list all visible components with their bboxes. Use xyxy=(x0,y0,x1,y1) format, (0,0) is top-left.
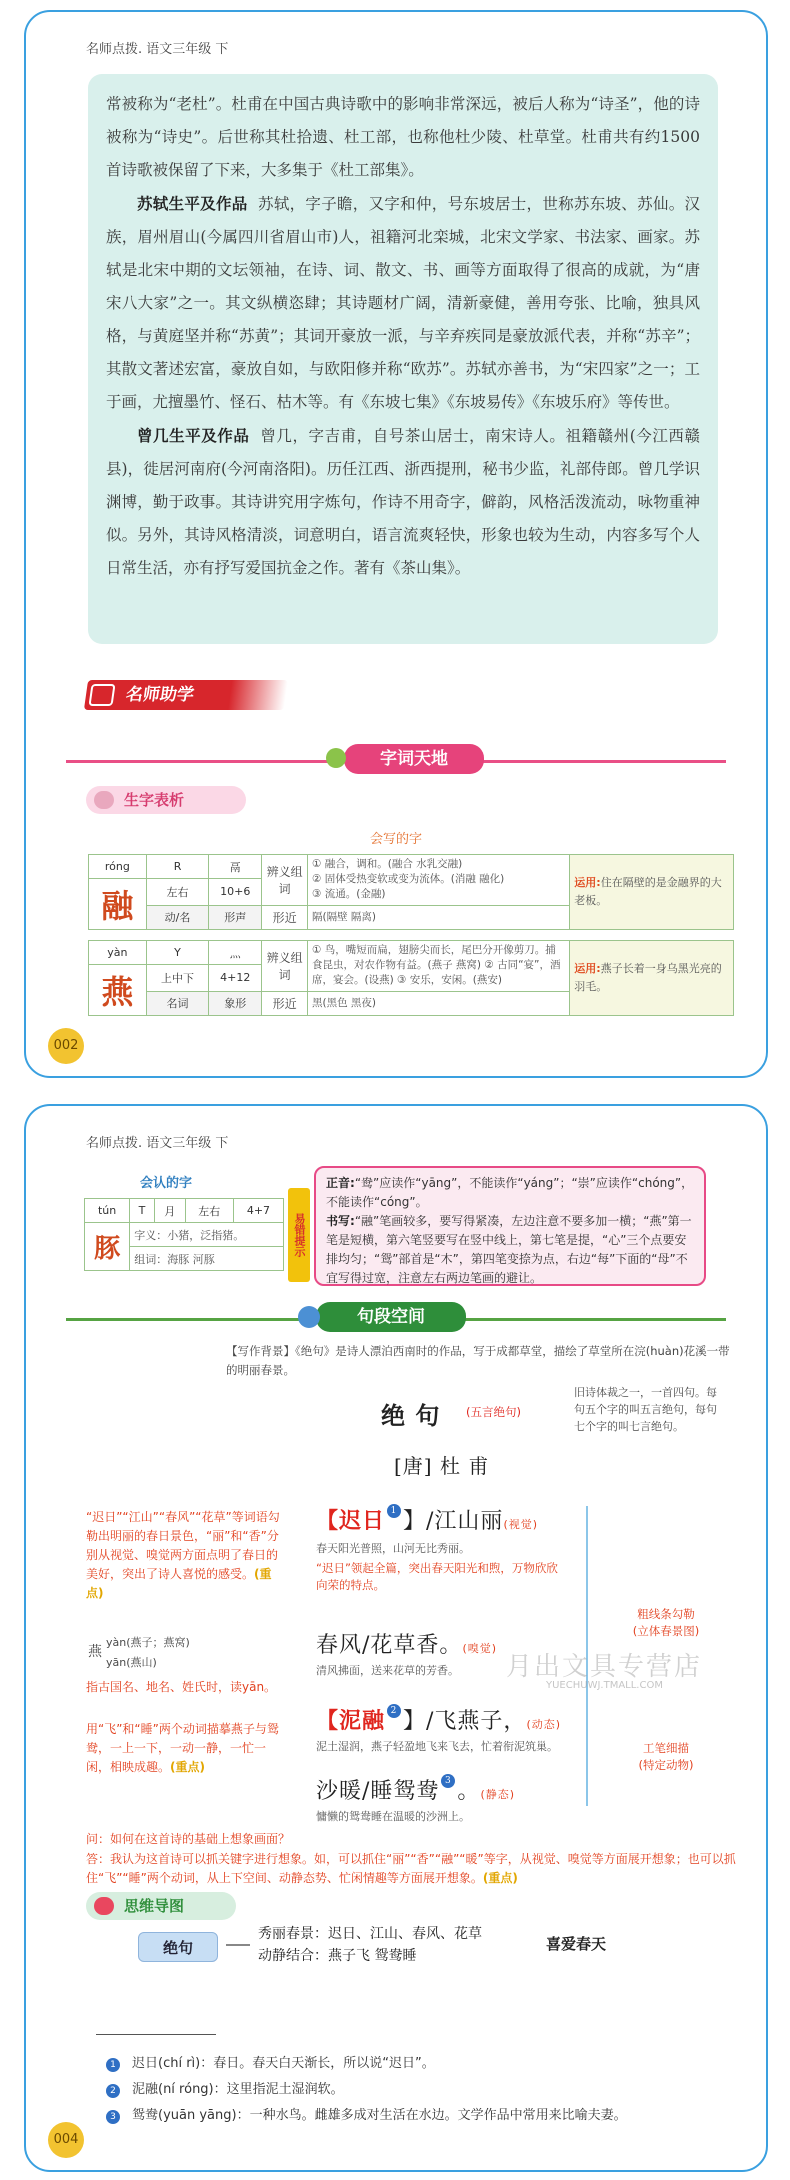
usage-cell xyxy=(570,941,734,1016)
yan-reading-b: yān(燕山) xyxy=(106,1656,157,1669)
poem-line-4: 沙暖/睡鸳鸯 3 。(静态) xyxy=(316,1776,516,1804)
meaning-label: 辨义组词 xyxy=(262,855,308,906)
yan-char: 燕 xyxy=(88,1644,102,1660)
error-tip-tag: 易错提示 xyxy=(288,1188,310,1282)
structure-cell: 左右 xyxy=(185,1199,233,1223)
magnifier-icon xyxy=(94,791,114,809)
qa-question: 问：如何在这首诗的基础上想象画面？ xyxy=(86,1832,291,1846)
page-number: 004 xyxy=(48,2122,84,2158)
mind-row-2: 动静结合：燕子飞 鸳鸯睡 xyxy=(258,1948,417,1964)
pos-cell: 名词 xyxy=(146,991,209,1015)
left-note-1: “迟日”“江山”“春风”“花草”等词语勾勒出明丽的春日景色，“丽”和“香”分别从视觉、嗅觉两方面点明了春日的美好，突出了诗人喜悦的感受。(重点) xyxy=(86,1510,280,1600)
structure-cell: 上中下 xyxy=(146,965,209,992)
poem-line-3: 【泥融 2 】/飞燕子，(动态) xyxy=(316,1706,562,1734)
poem-line-2: 春风/花草香。(嗅觉) xyxy=(316,1633,498,1658)
strokes-cell: 10+6 xyxy=(209,879,262,906)
section-title: 字词天地 xyxy=(344,744,484,774)
similar-label: 形近 xyxy=(262,905,308,929)
similar-label: 形近 xyxy=(262,991,308,1015)
tip-pron xyxy=(326,1174,694,1212)
left-note-2: 指古国名、地名、姓氏时，读yān。 xyxy=(86,1680,277,1694)
poem-author: [唐] 杜 甫 xyxy=(394,1454,490,1478)
qa-answer: 答：我认为这首诗可以抓关键字进行想象。如，可以抓住“丽”“香”“融”“暖”等字，从视觉、嗅觉等方面展开想象；也可以抓住“飞”“睡”两个动词，从上下空间、动静态势、忙闲情趣等方面展开想象。(重点) xyxy=(86,1852,736,1885)
similar-cell: 黑(黑色 黑夜) xyxy=(307,991,569,1015)
radical-cell: T xyxy=(130,1199,154,1223)
pinyin-cell: róng xyxy=(89,855,147,879)
words-cell: 组词：海豚 河豚 xyxy=(130,1247,284,1271)
part-cell: 灬 xyxy=(209,941,262,965)
pinyin-cell: yàn xyxy=(89,941,147,965)
banner-label: 名师助学 xyxy=(124,685,196,705)
biography-box xyxy=(88,74,718,644)
radical-cell: R xyxy=(146,855,209,879)
footnote-2: 2 泥融(ní róng)：这里指泥土湿润软。 xyxy=(106,2078,344,2098)
teacher-help-banner xyxy=(84,680,288,710)
pin-icon xyxy=(94,1897,114,1915)
yan-reading-a: yàn(燕子；燕窝) xyxy=(106,1636,190,1649)
mind-result: 喜爱春天 xyxy=(546,1935,607,1953)
zeng-ji-title: 曾几生平及作品 xyxy=(137,426,250,445)
poem-gloss-4: 慵懒的鸳鸯睡在温暖的沙洲上。 xyxy=(316,1810,470,1823)
footnote-1: 1 迟日(chí rì)：春日。春天白天渐长，所以说“迟日”。 xyxy=(106,2052,435,2072)
tip-write-text: “融”笔画较多，要写得紧凑，左边注意不要多加一横；“燕”第一笔是短横，第六笔竖要写在竖中线上，第七笔是提，“心”三个点要安排均匀；“鸳”部首是“木”，第四笔变捺为点，右边“每”下面的“母”不宜写得过宽，注意左右两边笔画的避让。 xyxy=(326,1214,692,1285)
book-icon xyxy=(88,684,115,706)
page-header: 名师点拨. 语文三年级 下 xyxy=(86,42,229,57)
zeng-ji-paragraph xyxy=(106,419,700,585)
left-note-3: 用“飞”和“睡”两个动词描摹燕子与鸳鸯，一上一下，一动一静，一忙一闲，相映成趣。(重点) xyxy=(86,1722,279,1774)
page-004 xyxy=(24,1104,768,2172)
error-tip-box xyxy=(314,1166,706,1286)
meaning-cell: 字义：小猪，泛指猪。 xyxy=(130,1223,284,1247)
poem-gloss-1: 春天阳光普照，山河无比秀丽。 xyxy=(316,1542,470,1555)
char-table-rong xyxy=(88,854,734,930)
pinyin-cell: tún xyxy=(85,1199,130,1223)
watermark-url: YUECHUWJ.TMALL.COM xyxy=(546,1680,663,1691)
tip-pron-text: “鸯”应读作“yāng”，不能读作“yáng”；“崇”应读作“chóng”，不能读作“cóng”。 xyxy=(326,1176,694,1209)
sub-section-pill xyxy=(86,786,246,814)
footnote-3: 3 鸳鸯(yuān yāng)：一种水鸟。雌雄多成对生活在水边。文学作品中常用来比喻夫妻。 xyxy=(106,2104,627,2124)
radical-cell: Y xyxy=(146,941,209,965)
part-cell: 鬲 xyxy=(209,855,262,879)
big-char: 融 xyxy=(89,879,147,930)
mind-connector xyxy=(226,1944,250,1946)
title-note: 旧诗体裁之一，一首四句。每句五个字的叫五言绝句，每句七个字的叫七言绝句。 xyxy=(574,1386,717,1433)
poem-title: 绝 句 xyxy=(381,1401,441,1430)
type-cell: 形声 xyxy=(209,905,262,929)
writing-background: 【写作背景】《绝句》是诗人漂泊西南时的作品，写于成都草堂，描绘了草堂所在浣(huàn)花溪一带的明丽春景。 xyxy=(226,1344,730,1377)
meaning-cell: ① 鸟，嘴短而扁，翅膀尖而长，尾巴分开像剪刀。捕食昆虫，对农作物有益。(燕子 燕窝) ② 古同“宴”，酒席，宴会。(设燕) ③ 安乐，安闲。(燕安) xyxy=(307,941,569,992)
structure-cell: 左右 xyxy=(146,879,209,906)
poem-gloss-2: 清风拂面，送来花草的芳香。 xyxy=(316,1664,459,1677)
similar-cell: 隔(隔壁 隔离) xyxy=(307,905,569,929)
type-cell: 象形 xyxy=(209,991,262,1015)
su-shi-body: 苏轼，字子瞻，又字和仲，号东坡居士，世称苏东坡、苏仙。汉族，眉州眉山(今属四川省眉山市)人，祖籍河北栾城，北宋文学家、书法家、画家。苏轼是北宋中期的文坛领袖，在诗、词、散文、书、画等方面取得了很高的成就，为“唐宋八大家”之一。其文纵横恣肆；其诗题材广阔，清新豪健，善用夸张、比喻，独具风格，与黄庭坚并称“苏黄”；其词开豪放一派，与辛弃疾同是豪放派代表，并称“苏辛”；其散文著述宏富，豪放自如，与欧阳修并称“欧苏”。苏轼亦善书，为“宋四家”之一；工于画，尤擅墨竹、怪石、枯木等。有《东坡七集》《东坡易传》《东坡乐府》等传世。 xyxy=(106,195,700,411)
tip-pron-label: 正音: xyxy=(326,1176,355,1190)
su-shi-paragraph xyxy=(106,187,700,419)
usage-label: 运用: xyxy=(574,962,601,975)
page-number: 002 xyxy=(48,1028,84,1064)
big-char: 燕 xyxy=(89,965,147,1016)
mind-map-pill xyxy=(86,1892,236,1920)
part-cell: 月 xyxy=(154,1199,185,1223)
pos-cell: 动/名 xyxy=(146,905,209,929)
leaf-icon xyxy=(326,748,346,768)
usage-text: 燕子长着一身乌黑光亮的羽毛。 xyxy=(574,962,722,993)
write-chars-title: 会写的字 xyxy=(369,832,422,847)
watermark-text: 月出文具专营店 xyxy=(506,1652,703,1682)
poem-form-tag: (五言绝句) xyxy=(466,1405,521,1419)
read-chars-title: 会认的字 xyxy=(139,1176,192,1191)
su-shi-title: 苏轼生平及作品 xyxy=(137,194,248,213)
usage-text: 住在隔壁的是金融界的大老板。 xyxy=(574,876,722,907)
char-table-tun xyxy=(84,1198,284,1271)
poem-line-1: 【迟日 1 】/江山丽(视觉) xyxy=(316,1506,539,1534)
du-fu-intro: 常被称为“老杜”。杜甫在中国古典诗歌中的影响非常深远，被后人称为“诗圣”，他的诗被称为“诗史”。后世称其杜拾遗、杜工部，也称他杜少陵、杜草堂。杜甫共有约1500首诗歌被保留了下来，大多集于《杜工部集》。 xyxy=(106,95,700,179)
usage-label: 运用: xyxy=(574,876,601,889)
sub-section-label: 生字表析 xyxy=(124,791,185,809)
line1-note: “迟日”领起全篇，突出春天阳光和煦，万物欣欣向荣的特点。 xyxy=(316,1561,558,1592)
usage-cell xyxy=(570,855,734,930)
meaning-label: 辨义组词 xyxy=(262,941,308,992)
mind-map-center: 绝句 xyxy=(138,1932,218,1962)
globe-icon xyxy=(298,1306,320,1328)
big-char: 豚 xyxy=(85,1223,130,1271)
char-table-yan xyxy=(88,940,734,1016)
footnote-rule xyxy=(96,2034,216,2035)
right-note-2: 工笔细描 (特定动物) xyxy=(638,1741,694,1772)
strokes-cell: 4+7 xyxy=(233,1199,283,1223)
right-note-1: 粗线条勾勒 (立体春景图) xyxy=(632,1607,700,1638)
poem-gloss-3: 泥土湿润，燕子轻盈地飞来飞去，忙着衔泥筑巢。 xyxy=(316,1740,558,1753)
mind-map-label: 思维导图 xyxy=(124,1897,185,1915)
section-title: 句段空间 xyxy=(316,1302,466,1332)
page-header: 名师点拨. 语文三年级 下 xyxy=(86,1136,229,1151)
tip-write xyxy=(326,1212,694,1288)
page-002 xyxy=(24,10,768,1078)
zeng-ji-body: 曾几，字吉甫，自号茶山居士，南宋诗人。祖籍赣州(今江西赣县)，徙居河南府(今河南洛阳)。历任江西、浙西提刑，秘书少监，礼部侍郎。曾几学识渊博，勤于政事。其诗讲究用字炼句，作诗不用奇字，僻韵，风格活泼流动，咏物重神似。另外，其诗风格清淡，词意明白，语言流爽轻快，形象也较为生动，内容多写个人日常生活，亦有抒写爱国抗金之作。著有《茶山集》。 xyxy=(106,427,700,577)
meaning-cell: ① 融合，调和。(融合 水乳交融) ② 固体受热变软或变为流体。(消融 融化) ③ 流通。(金融) xyxy=(307,855,569,906)
tip-write-label: 书写: xyxy=(326,1214,355,1228)
mind-row-1: 秀丽春景：迟日、江山、春风、花草 xyxy=(258,1926,482,1942)
strokes-cell: 4+12 xyxy=(209,965,262,992)
